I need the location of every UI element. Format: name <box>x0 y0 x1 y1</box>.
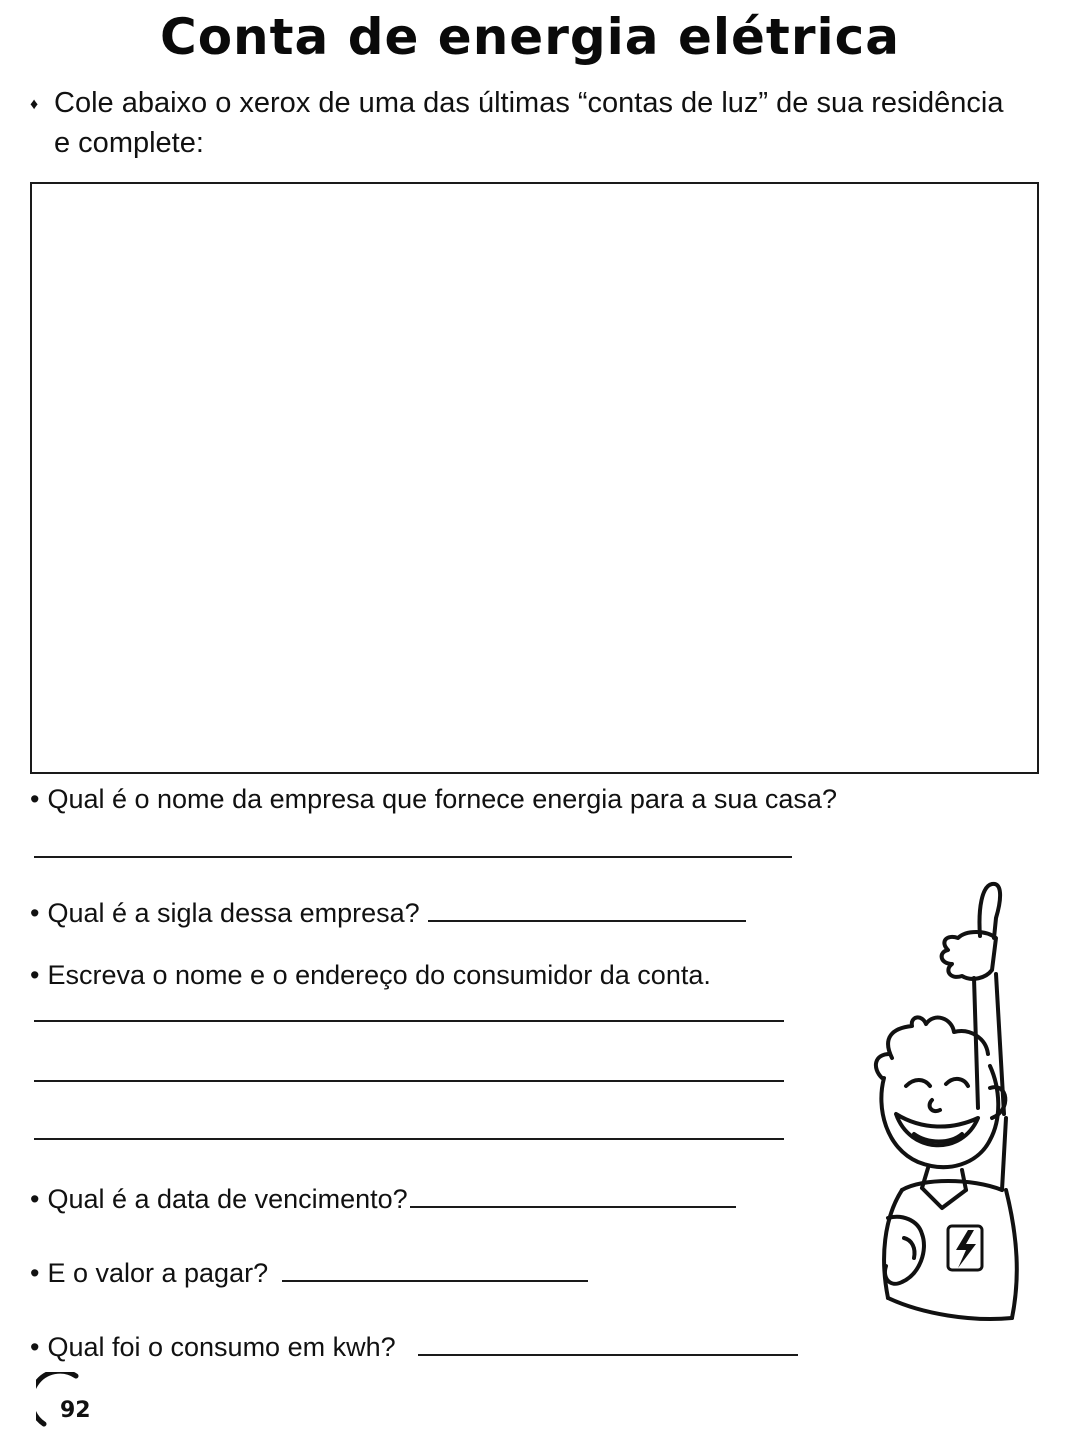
answer-line-consumer-3[interactable] <box>34 1138 784 1140</box>
question-consumption-kwh: • Qual foi o consumo em kwh? <box>30 1332 798 1363</box>
cartoon-boy-pointing-up-icon <box>862 878 1062 1348</box>
page-number: 92 <box>60 1398 91 1423</box>
instruction-line-2: e complete: <box>54 127 204 159</box>
question-amount-due: • E o valor a pagar? <box>30 1258 588 1289</box>
page-number-badge <box>36 1372 92 1428</box>
lightning-bolt-icon <box>948 1226 982 1270</box>
question-company-acronym: • Qual é a sigla dessa empresa? <box>30 898 746 929</box>
answer-line-company-acronym[interactable] <box>428 919 746 922</box>
question-due-date: • Qual é a data de vencimento? <box>30 1184 736 1215</box>
diamond-bullet-icon: ♦ <box>30 96 39 113</box>
question-company-name: • Qual é o nome da empresa que fornece energia para a sua casa? <box>30 784 837 814</box>
answer-line-consumer-1[interactable] <box>34 1020 784 1022</box>
paste-area-box[interactable] <box>30 182 1039 774</box>
answer-line-due-date[interactable] <box>410 1205 736 1208</box>
instruction-text <box>30 84 1060 162</box>
page-title: Conta de energia elétrica <box>160 8 900 66</box>
answer-line-company-name[interactable] <box>34 856 792 858</box>
answer-line-consumer-2[interactable] <box>34 1080 784 1082</box>
instruction-line-1: ♦ Cole abaixo o xerox de uma das últimas “contas de luz” de sua residência <box>30 84 1060 124</box>
answer-line-consumption-kwh[interactable] <box>418 1353 798 1356</box>
answer-line-amount-due[interactable] <box>282 1279 588 1282</box>
question-consumer-name-address: • Escreva o nome e o endereço do consumidor da conta. <box>30 960 711 990</box>
